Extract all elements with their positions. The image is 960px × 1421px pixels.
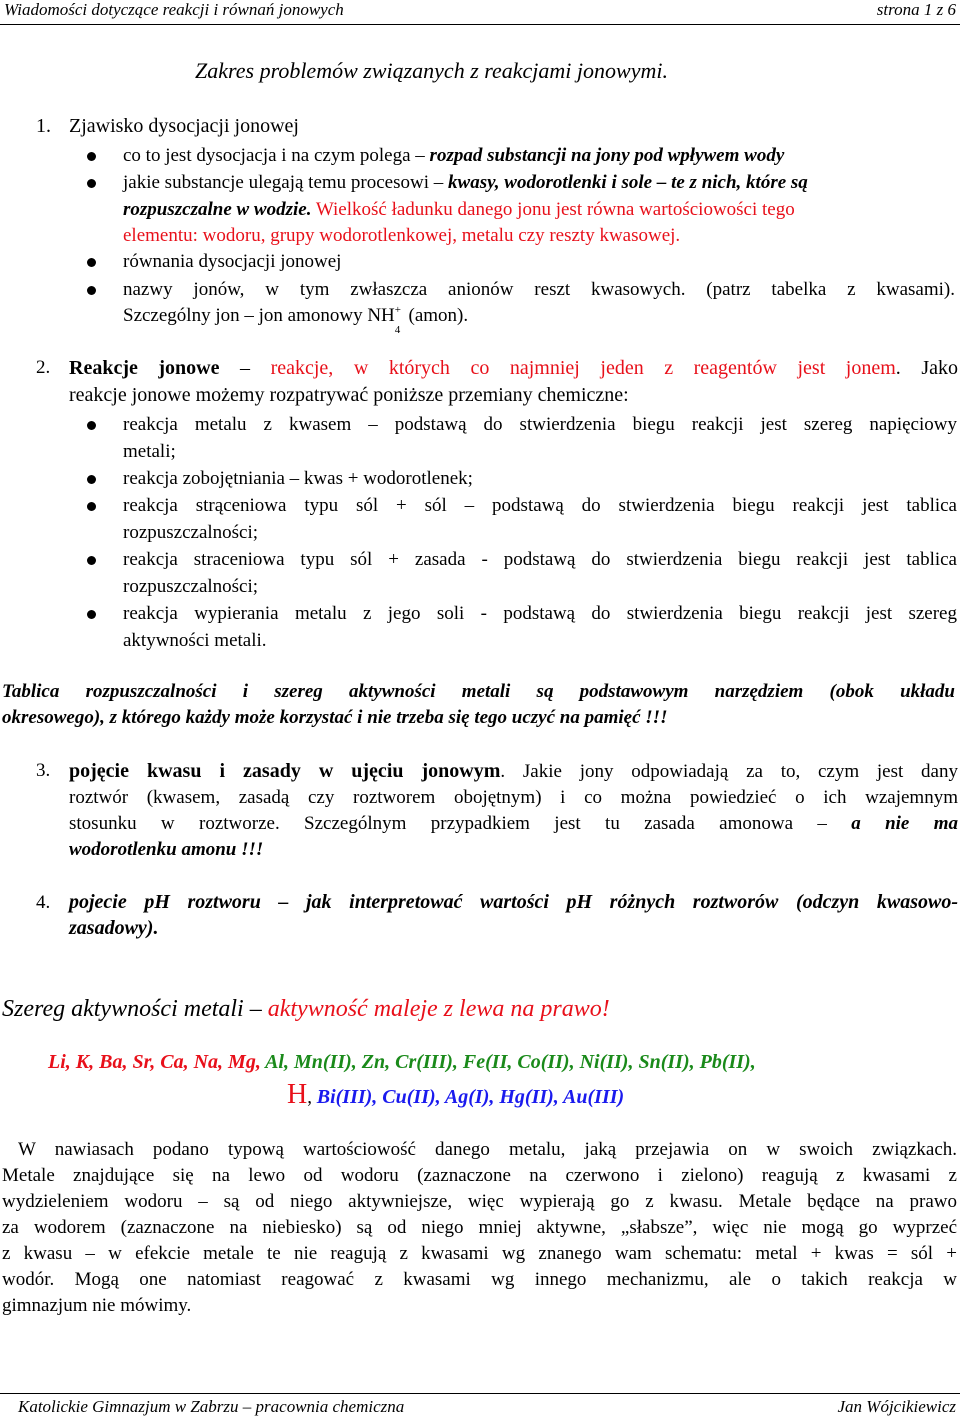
section-3-line-3: stosunku w roztworze. Szczególnym przypadkiem jest tu zasada amonowa – a nie ma: [69, 813, 958, 834]
s2-bullet-3-line-1: reakcja strąceniowa typu sól + sól – podstawą do stwierdzenia biegu reakcji jest tablica: [123, 495, 957, 516]
section-3-line-4: wodorotlenku amonu !!!: [69, 839, 264, 860]
bullet-icon: [87, 610, 96, 619]
series-row-2: H, Bi(III), Cu(II), Ag(I), Hg(II), Au(III): [287, 1079, 625, 1110]
para-line-3: wydzieleniem wodoru – są od niego aktywniejsze, więc wypierają go z kwasu. Metale będące na prawo: [2, 1191, 957, 1212]
para-line-5: z kwasu – w efekcie metale te nie reagują z kwasami wg znanego wam schematu: metal + kwas = sól +: [2, 1243, 957, 1264]
para-line-7: gimnazjum nie mówimy.: [2, 1295, 192, 1316]
series-title: Szereg aktywności metali – aktywność maleje z lewa na prawo!: [2, 996, 610, 1022]
series-red-metals: Li, K, Ba, Sr, Ca, Na, Mg,: [48, 1051, 261, 1073]
note-line-1: Tablica rozpuszczalności i szereg aktywności metali są podstawowym narzędziem (obok układu: [2, 681, 955, 702]
s2-bullet-4-line-2: rozpuszczalności;: [123, 576, 259, 597]
bullet-icon: [87, 179, 96, 188]
bullet-icon: [87, 286, 96, 295]
section-3-number: 3.: [36, 760, 51, 781]
series-blue-metals: Bi(III), Cu(II), Ag(I), Hg(II), Au(III): [316, 1086, 625, 1108]
s2-bullet-5-line-1: reakcja wypierania metalu z jego soli - podstawą do stwierdzenia biegu reakcji jest szereg: [123, 603, 957, 624]
s2-bullet-1-line-1: reakcja metalu z kwasem – podstawą do stwierdzenia biegu reakcji jest szereg napięciowy: [123, 414, 957, 435]
s2-bullet-2: reakcja zobojętniania – kwas + wodorotlenek;: [123, 468, 473, 489]
s1-bullet-2-line-2: rozpuszczalne w wodzie. Wielkość ładunku danego jonu jest równa wartościowości tego: [123, 199, 795, 220]
bullet-icon: [87, 421, 96, 430]
s2-bullet-3-line-2: rozpuszczalności;: [123, 522, 259, 543]
header-left: Wiadomości dotyczące reakcji i równań jonowych: [4, 0, 344, 19]
s1-bullet-2-line-3: elementu: wodoru, grupy wodorotlenkowej, metalu czy reszty kwasowej.: [123, 225, 681, 246]
footer-rule: [0, 1393, 960, 1394]
s1-bullet-2-line-1: jakie substancje ulegają temu procesowi – kwasy, wodorotlenki i sole – te z nich, które są: [123, 172, 808, 193]
section-2-number: 2.: [36, 357, 51, 378]
footer-author: Jan Wójcikiewicz: [837, 1397, 956, 1416]
section-4-number: 4.: [36, 892, 51, 913]
series-hydrogen: H: [287, 1079, 308, 1110]
bullet-icon: [87, 258, 96, 267]
para-line-2: Metale znajdujące się na lewo od wodoru (zaznaczone na czerwono i zielono) reagują z kwasami z: [2, 1165, 957, 1186]
s2-bullet-5-line-2: aktywności metali.: [123, 630, 267, 651]
bullet-icon: [87, 475, 96, 484]
s1-bullet-4-line-2: Szczególny jon – jon amonowy NH + 4 (amon).: [123, 304, 469, 336]
bullet-icon: [87, 556, 96, 565]
bullet-icon: [87, 502, 96, 511]
para-line-1: W nawiasach podano typową wartościowość danego metalu, jaką przejawia on w swoich związkach.: [18, 1139, 957, 1160]
series-green-metals: Al, Mn(II), Zn, Cr(III), Fe(II, Co(II), Ni(II), Sn(II), Pb(II),: [260, 1051, 756, 1073]
para-line-4: za wodorem (zaznaczone na niebiesko) są od niego mniej aktywne, „słabsze”, więc nie mogą go wyprzeć: [2, 1217, 957, 1238]
header-rule: [0, 24, 960, 25]
section-4-line-1: pojecie pH roztworu – jak interpretować wartości pH różnych roztworów (odczyn kwasowo-: [69, 891, 958, 913]
footer-left: Katolickie Gimnazjum w Zabrzu – pracownia chemiczna: [18, 1397, 405, 1416]
series-row-1: [48, 1049, 756, 1075]
s2-bullet-4-line-1: reakcja straceniowa typu sól + zasada - podstawą do stwierdzenia biegu reakcji jest tablica: [123, 549, 957, 570]
s1-bullet-4-line-1: nazwy jonów, w tym zwłaszcza anionów reszt kwasowych. (patrz tabelka z kwasami).: [123, 279, 955, 300]
bullet-icon: [87, 152, 96, 161]
s1-bullet-3: równania dysocjacji jonowej: [123, 251, 342, 272]
section-1-heading: Zjawisko dysocjacji jonowej: [69, 115, 299, 137]
s2-bullet-1-line-2: metali;: [123, 441, 176, 462]
page-title: Zakres problemów związanych z reakcjami jonowymi.: [195, 58, 668, 83]
s1-bullet-1: co to jest dysocjacja i na czym polega – rozpad substancji na jony pod wpływem wody: [123, 145, 785, 166]
section-3-line-1: pojęcie kwasu i zasady w ujęciu jonowym. Jakie jony odpowiadają za to, czym jest dany: [69, 760, 958, 782]
section-4-line-2: zasadowy).: [69, 917, 159, 939]
section-2-line-2: reakcje jonowe możemy rozpatrywać poniższe przemiany chemiczne:: [69, 384, 629, 406]
section-2-line-1: Reakcje jonowe – reakcje, w których co najmniej jeden z reagentów jest jonem. Jako: [69, 357, 958, 379]
para-line-6: wodór. Mogą one natomiast reagować z kwasami wg innego mechanizmu, ale o takich reakcja w: [2, 1269, 957, 1290]
header-page-number: strona 1 z 6: [876, 0, 956, 19]
note-line-2: okresowego), z którego każdy może korzystać i nie trzeba się tego uczyć na pamięć !!!: [2, 707, 668, 728]
section-1-number: 1.: [36, 115, 51, 137]
section-3-line-2: roztwór (kwasem, zasadą czy roztworem obojętnym) i co można powiedzieć o ich wzajemnym: [69, 787, 958, 808]
